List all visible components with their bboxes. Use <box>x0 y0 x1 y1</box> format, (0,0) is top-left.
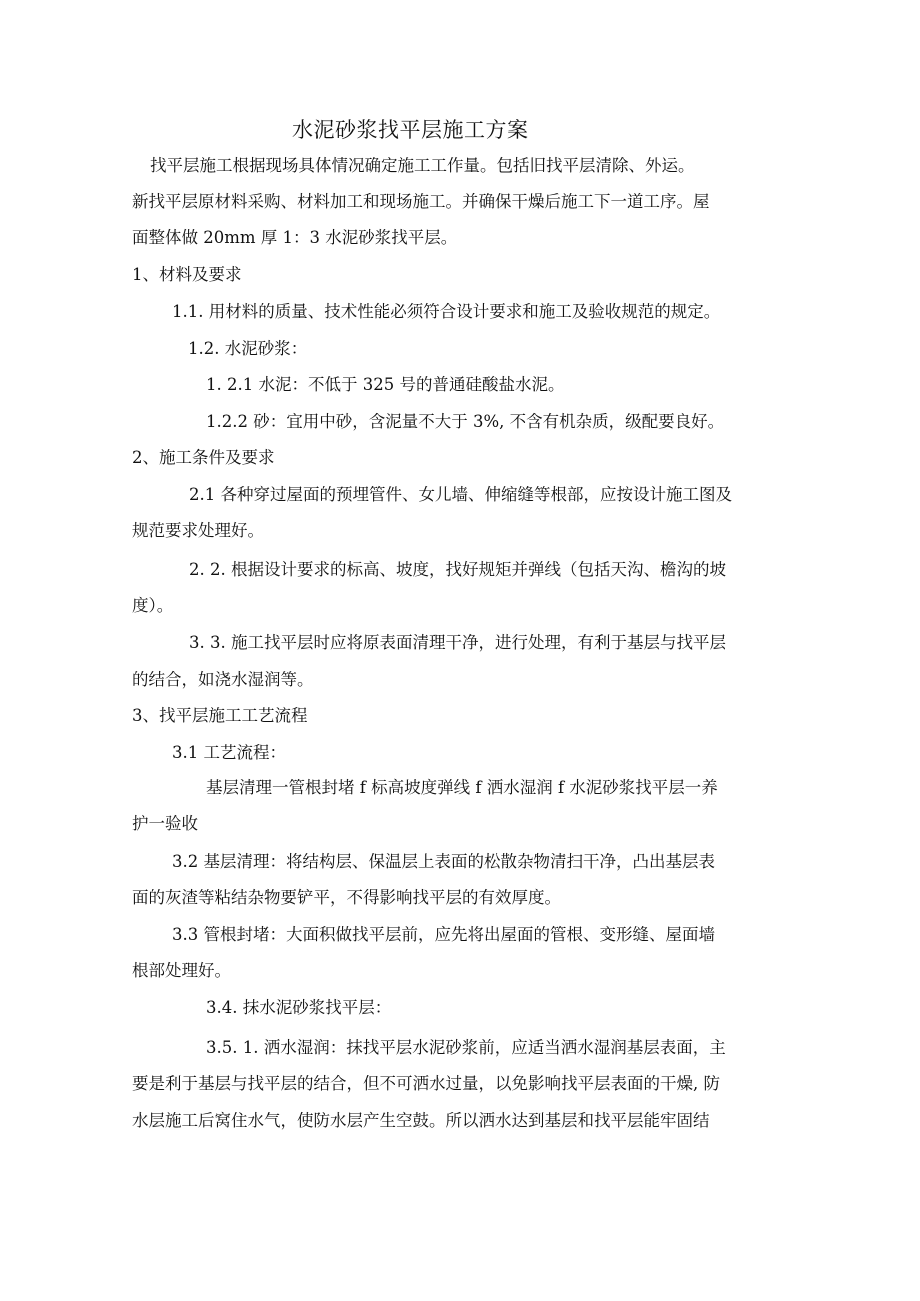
paragraph-line: 面整体做 20mm 厚 1：3 水泥砂浆找平层。 <box>132 228 458 247</box>
paragraph-line: 规范要求处理好。 <box>132 521 264 540</box>
paragraph-line: 1.2. 水泥砂浆： <box>188 339 308 358</box>
paragraph-line: 水层施工后窝住水气，使防水层产生空鼓。所以洒水达到基层和找平层能牢固结 <box>132 1111 710 1130</box>
paragraph-line: 3. 3. 施工找平层时应将原表面清理干净，进行处理，有利于基层与找平层 <box>189 633 726 652</box>
paragraph-line: 基层清理一管根封堵 f 标高坡度弹线 f 洒水湿润 f 水泥砂浆找平层一养 <box>206 778 718 797</box>
paragraph-line: 2. 2. 根据设计要求的标高、坡度，找好规矩并弹线（包括天沟、檐沟的坡 <box>189 560 726 579</box>
paragraph-line: 度）。 <box>132 596 174 615</box>
paragraph-line: 2.1 各种穿过屋面的预埋管件、女儿墙、伸缩缝等根部，应按设计施工图及 <box>189 485 732 504</box>
section-heading: 2、施工条件及要求 <box>132 448 275 467</box>
paragraph-line: 护一验收 <box>132 814 198 833</box>
paragraph-line: 3.4. 抹水泥砂浆找平层： <box>206 998 392 1017</box>
paragraph-line: 3.1 工艺流程： <box>172 743 286 762</box>
paragraph-line: 找平层施工根据现场具体情况确定施工工作量。包括旧找平层清除、外运。 <box>150 156 695 175</box>
paragraph-line: 要是利于基层与找平层的结合，但不可洒水过量，以免影响找平层表面的干燥, 防 <box>132 1074 720 1093</box>
section-heading: 3、找平层施工工艺流程 <box>132 706 308 725</box>
section-heading: 1、材料及要求 <box>132 265 242 284</box>
paragraph-line: 的结合，如浇水湿润等。 <box>132 670 314 689</box>
document-title: 水泥砂浆找平层施工方案 <box>292 118 529 142</box>
paragraph-line: 1.2.2 砂：宜用中砂，含泥量不大于 3%, 不含有机杂质，级配要良好。 <box>206 412 725 431</box>
paragraph-line: 3.3 管根封堵：大面积做找平层前，应先将出屋面的管根、变形缝、屋面墙 <box>172 925 715 944</box>
paragraph-line: 根部处理好。 <box>132 961 231 980</box>
paragraph-line: 面的灰渣等粘结杂物要铲平，不得影响找平层的有效厚度。 <box>132 888 561 907</box>
paragraph-line: 3.5. 1. 洒水湿润：抹找平层水泥砂浆前，应适当洒水湿润基层表面，主 <box>206 1038 726 1057</box>
paragraph-line: 1.1. 用材料的质量、技术性能必须符合设计要求和施工及验收规范的规定。 <box>172 302 721 321</box>
paragraph-line: 3.2 基层清理：将结构层、保温层上表面的松散杂物清扫干净，凸出基层表 <box>172 852 715 871</box>
paragraph-line: 1. 2.1 水泥：不低于 325 号的普通硅酸盐水泥。 <box>206 375 565 394</box>
paragraph-line: 新找平层原材料采购、材料加工和现场施工。并确保干燥后施工下一道工序。屋 <box>132 192 710 211</box>
